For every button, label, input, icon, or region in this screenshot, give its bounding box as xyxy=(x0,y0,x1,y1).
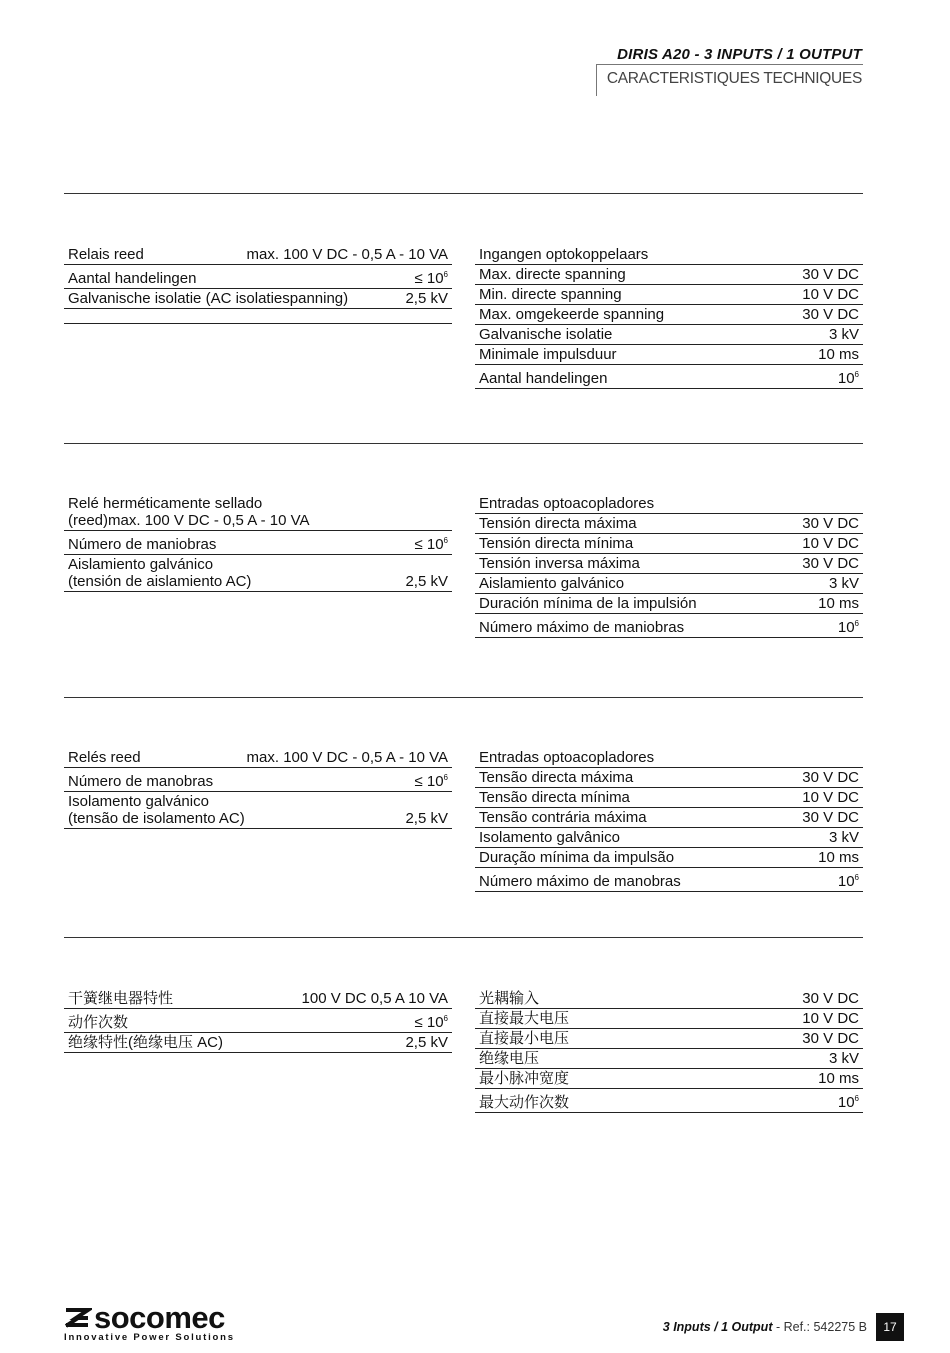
spec-value xyxy=(802,809,859,826)
spec-value-text: max. 100 V DC - 0,5 A - 10 VA xyxy=(246,749,448,766)
spec-value xyxy=(802,789,859,806)
spec-label: Ingangen optokoppelaars xyxy=(479,246,649,263)
spec-label: Aantal handelingen xyxy=(479,370,608,387)
footer-ref-number: - Ref.: 542275 B xyxy=(772,1320,867,1334)
spec-label: Galvanische isolatie (AC isolatiespanning) xyxy=(68,290,349,307)
socomec-logo xyxy=(64,1300,235,1343)
spec-value-text: 10 xyxy=(837,873,855,890)
spec-value-text: max. 100 V DC - 0,5 A - 10 VA xyxy=(246,246,448,263)
header-rule-vertical xyxy=(596,64,597,96)
spec-row xyxy=(475,1009,863,1029)
spec-label: Duração mínima da impulsão xyxy=(479,849,675,866)
spec-value-text: 2,5 kV xyxy=(405,810,448,827)
header-subtitle: CARACTERISTIQUES TECHNIQUES xyxy=(606,70,862,87)
spec-label: Isolamento galvânico xyxy=(479,829,620,846)
spec-value xyxy=(818,346,859,363)
spec-label: 光耦输入 xyxy=(479,990,540,1007)
spec-label: 绝缘电压 xyxy=(479,1050,540,1067)
spec-label: Tensión directa máxima xyxy=(479,515,637,532)
spec-row xyxy=(475,574,863,594)
spec-row xyxy=(64,555,452,592)
spec-value xyxy=(829,1050,859,1067)
spec-value xyxy=(829,326,859,343)
spec-row xyxy=(475,285,863,305)
spec-value-text: 2,5 kV xyxy=(405,290,448,307)
socomec-mark-icon xyxy=(64,1307,92,1329)
spec-label: 动作次数 xyxy=(68,1014,129,1031)
section-rule-es xyxy=(64,443,863,444)
input-spec-table-nl xyxy=(475,245,863,389)
spec-value xyxy=(802,769,859,786)
spec-value xyxy=(414,266,448,287)
spec-value-text: 2,5 kV xyxy=(405,1034,448,1051)
spec-label: 直接最大电压 xyxy=(479,1010,570,1027)
spec-value xyxy=(405,1034,448,1051)
spec-row xyxy=(475,748,863,768)
spec-label: Número máximo de manobras xyxy=(479,873,681,890)
spec-value-text: ≤ 10 xyxy=(414,536,444,553)
spec-row xyxy=(475,868,863,892)
spec-row xyxy=(475,494,863,514)
spec-value-text: 30 V DC xyxy=(802,1030,859,1047)
spec-label: Tensão directa mínima xyxy=(479,789,630,806)
spec-value-text: ≤ 10 xyxy=(414,773,444,790)
spec-row xyxy=(475,1069,863,1089)
spec-value-text: 10 ms xyxy=(818,595,859,612)
spec-label: Tensión directa mínima xyxy=(479,535,634,552)
spec-exponent: 6 xyxy=(443,536,448,545)
spec-label: 干簧继电器特性 xyxy=(68,990,174,1007)
spec-exponent: 6 xyxy=(854,619,859,628)
spec-value-text: 3 kV xyxy=(828,575,859,592)
spec-row xyxy=(475,848,863,868)
spec-value xyxy=(838,366,859,387)
spec-value xyxy=(802,515,859,532)
brand-tagline: Innovative Power Solutions xyxy=(64,1332,235,1343)
section-rule-pt xyxy=(64,697,863,698)
relay-spec-table-zh xyxy=(64,989,452,1053)
spec-value xyxy=(829,829,859,846)
spec-value xyxy=(405,573,448,590)
spec-value xyxy=(802,286,859,303)
spec-label: 最小脉冲宽度 xyxy=(479,1070,570,1087)
spec-label: Max. omgekeerde spanning xyxy=(479,306,665,323)
spec-value xyxy=(818,849,859,866)
spec-label: 最大动作次数 xyxy=(479,1094,570,1111)
spec-row xyxy=(475,1049,863,1069)
spec-value-text: 30 V DC xyxy=(802,515,859,532)
spec-value-text: 10 xyxy=(837,619,855,636)
spec-row xyxy=(475,1089,863,1113)
header-rule-horizontal xyxy=(596,64,863,65)
spec-label: Min. directe spanning xyxy=(479,286,622,303)
relay-spec-table-nl xyxy=(64,245,452,324)
spec-value xyxy=(829,575,859,592)
spec-value-text: 2,5 kV xyxy=(405,573,448,590)
spec-exponent: 6 xyxy=(854,873,859,882)
spec-label: Aislamiento galvánico xyxy=(479,575,625,592)
spec-value xyxy=(302,990,448,1007)
spec-value xyxy=(414,1010,448,1031)
spec-label: Número de maniobras xyxy=(68,536,217,553)
spec-value-text: 10 xyxy=(837,370,855,387)
spec-label: Relais reed xyxy=(68,246,144,263)
spec-row xyxy=(64,748,452,768)
spec-row xyxy=(475,614,863,638)
spec-row xyxy=(64,289,452,309)
spec-row xyxy=(475,245,863,265)
spec-value xyxy=(802,1030,859,1047)
spec-value-text: ≤ 10 xyxy=(414,1014,444,1031)
spec-value xyxy=(838,869,859,890)
spec-value-text: 30 V DC xyxy=(802,769,859,786)
input-spec-table-pt xyxy=(475,748,863,892)
input-spec-table-zh xyxy=(475,989,863,1113)
spec-value-text: 3 kV xyxy=(828,326,859,343)
spec-row xyxy=(475,534,863,554)
spec-row xyxy=(64,265,452,289)
section-rule-zh xyxy=(64,937,863,938)
spec-label: Galvanische isolatie xyxy=(479,326,613,343)
header-title: DIRIS A20 - 3 INPUTS / 1 OUTPUT xyxy=(617,46,862,63)
spec-exponent: 6 xyxy=(854,1094,859,1103)
spec-value-text: 10 V DC xyxy=(802,286,859,303)
spec-value-text: ≤ 10 xyxy=(414,270,444,287)
spec-value xyxy=(818,595,859,612)
spec-label: Aislamiento galvánico (tensión de aislamiento AC) xyxy=(68,556,252,590)
spec-row xyxy=(475,345,863,365)
spec-value xyxy=(838,615,859,636)
spec-value xyxy=(108,512,309,529)
spec-label: Entradas optoacopladores xyxy=(479,749,655,766)
spec-row xyxy=(64,494,452,531)
spec-row xyxy=(475,514,863,534)
relay-spec-table-pt xyxy=(64,748,452,829)
spec-row xyxy=(475,828,863,848)
spec-row xyxy=(475,265,863,285)
spec-value xyxy=(802,555,859,572)
spec-value-text: 3 kV xyxy=(828,829,859,846)
spec-value-text: 30 V DC xyxy=(802,306,859,323)
spec-value-text: 10 V DC xyxy=(802,535,859,552)
spec-value xyxy=(414,532,448,553)
spec-value-text: 30 V DC xyxy=(802,809,859,826)
spec-value-text: 10 V DC xyxy=(802,1010,859,1027)
spec-value xyxy=(247,246,448,263)
spec-row xyxy=(64,1033,452,1053)
spec-value-text: 10 ms xyxy=(818,849,859,866)
spec-value-text: 30 V DC xyxy=(802,990,859,1007)
spec-label: Tensão directa máxima xyxy=(479,769,634,786)
spec-value xyxy=(838,1090,859,1111)
section-rule-nl xyxy=(64,193,863,194)
page-number: 17 xyxy=(876,1313,904,1341)
spec-row xyxy=(64,1009,452,1033)
spec-value-text: 10 ms xyxy=(818,1070,859,1087)
spec-exponent: 6 xyxy=(443,270,448,279)
spec-row xyxy=(64,245,452,265)
spec-value xyxy=(802,266,859,283)
spec-label: Aantal handelingen xyxy=(68,270,197,287)
spec-row xyxy=(475,768,863,788)
spec-row xyxy=(475,1029,863,1049)
spec-label: Número máximo de maniobras xyxy=(479,619,685,636)
input-spec-table-es xyxy=(475,494,863,638)
spec-label: 绝缘特性(绝缘电压 AC) xyxy=(68,1034,223,1051)
spec-label: Isolamento galvánico (tensão de isolamento AC) xyxy=(68,793,245,827)
spec-value-text: 10 ms xyxy=(818,346,859,363)
spec-label: 直接最小电压 xyxy=(479,1030,570,1047)
spec-row xyxy=(64,792,452,829)
spec-exponent: 6 xyxy=(854,370,859,379)
spec-label: Minimale impulsduur xyxy=(479,346,617,363)
spec-value xyxy=(802,306,859,323)
spec-value xyxy=(414,769,448,790)
spec-row xyxy=(475,305,863,325)
spec-value xyxy=(802,990,859,1007)
spec-row xyxy=(64,989,452,1009)
brand-name: socomec xyxy=(94,1300,225,1335)
relay-spec-table-es xyxy=(64,494,452,592)
spec-value-text: max. 100 V DC - 0,5 A - 10 VA xyxy=(108,512,310,529)
spec-row xyxy=(475,594,863,614)
spec-row xyxy=(475,808,863,828)
spec-label: Max. directe spanning xyxy=(479,266,626,283)
spec-label: Relé herméticamente sellado (reed) xyxy=(68,495,263,529)
spec-value-text: 100 V DC 0,5 A 10 VA xyxy=(301,990,448,1007)
spec-row xyxy=(475,325,863,345)
spec-exponent: 6 xyxy=(443,773,448,782)
spec-value-text: 30 V DC xyxy=(802,266,859,283)
spec-row xyxy=(475,554,863,574)
spec-value-text: 10 V DC xyxy=(802,789,859,806)
table-end-rule xyxy=(64,309,452,324)
spec-label: Duración mínima de la impulsión xyxy=(479,595,697,612)
spec-label: Tensão contrária máxima xyxy=(479,809,647,826)
spec-row xyxy=(475,788,863,808)
spec-value xyxy=(818,1070,859,1087)
spec-exponent: 6 xyxy=(443,1014,448,1023)
spec-row xyxy=(64,768,452,792)
spec-value xyxy=(802,1010,859,1027)
spec-row xyxy=(64,531,452,555)
spec-value-text: 30 V DC xyxy=(802,555,859,572)
spec-row xyxy=(475,989,863,1009)
spec-label: Tensión inversa máxima xyxy=(479,555,640,572)
spec-value-text: 3 kV xyxy=(828,1050,859,1067)
spec-value xyxy=(802,535,859,552)
spec-label: Número de manobras xyxy=(68,773,214,790)
spec-value-text: 10 xyxy=(837,1094,855,1111)
spec-value xyxy=(405,810,448,827)
spec-value xyxy=(405,290,448,307)
spec-row xyxy=(475,365,863,389)
spec-value xyxy=(247,749,448,766)
spec-label: Entradas optoacopladores xyxy=(479,495,655,512)
footer-reference xyxy=(663,1320,867,1334)
footer-doc-title: 3 Inputs / 1 Output xyxy=(662,1320,773,1334)
spec-label: Relés reed xyxy=(68,749,141,766)
